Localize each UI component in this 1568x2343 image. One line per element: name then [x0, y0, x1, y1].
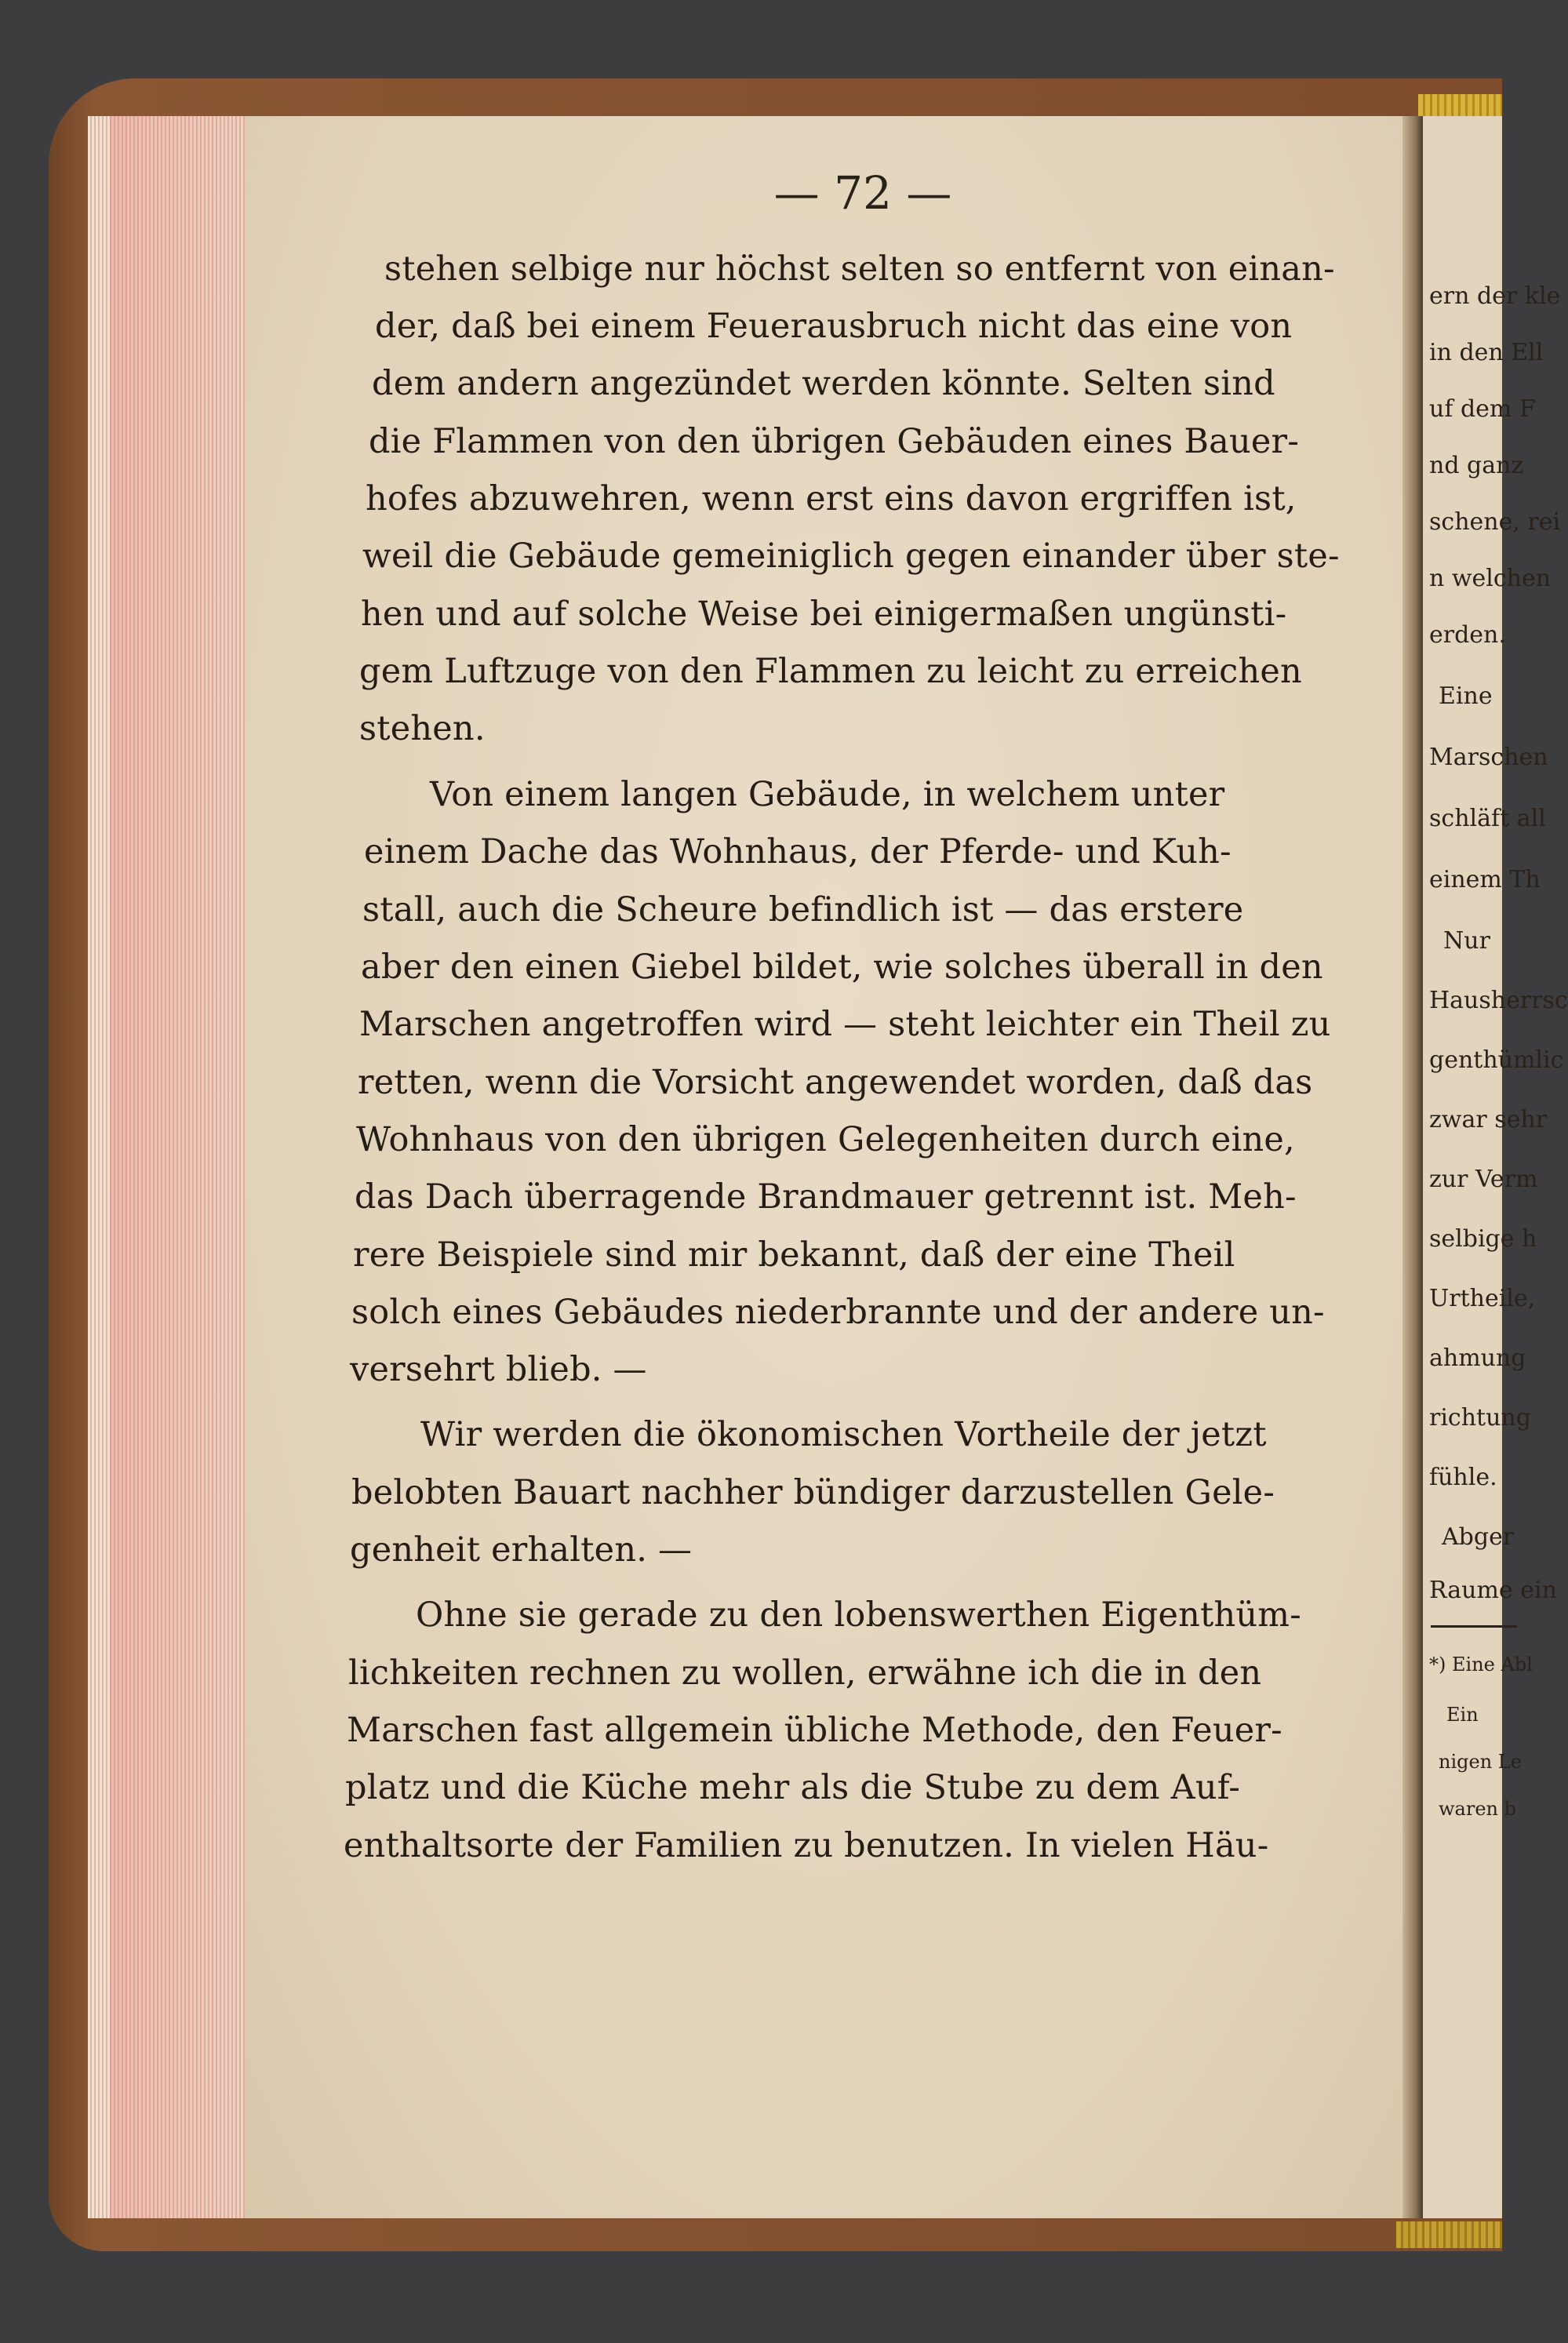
text-line: hen und auf solche Weise bei einigermaßen ungünsti-: [361, 595, 1287, 634]
text-line: Wir werden die ökonomischen Vortheile der jetzt: [420, 1415, 1267, 1454]
page-edge-shade: [110, 116, 245, 2218]
text-line: stehen.: [359, 709, 486, 748]
next-page-line: Eine: [1439, 682, 1493, 710]
text-line: dem andern angezündet werden könnte. Selten sind: [372, 364, 1275, 403]
next-page-footnote-line: *) Eine Abl: [1429, 1654, 1533, 1675]
next-page-line: ahmung: [1429, 1344, 1526, 1372]
book-page: [245, 116, 1412, 2218]
text-line: lichkeiten rechnen zu wollen, erwähne ich die in den: [348, 1654, 1262, 1693]
text-line: einem Dache das Wohnhaus, der Pferde- und Kuh-: [364, 832, 1231, 871]
text-line: die Flammen von den übrigen Gebäuden eines Bauer-: [369, 422, 1300, 461]
next-page-footnote-line: nigen Le: [1439, 1751, 1522, 1773]
text-line: der, daß bei einem Feuerausbruch nicht das eine von: [375, 307, 1293, 346]
text-line: stehen selbige nur höchst selten so entfernt von einan-: [384, 249, 1335, 289]
page-number: — 72 —: [773, 166, 952, 220]
next-page-line: fühle.: [1429, 1464, 1497, 1491]
next-page-line: Nur: [1443, 927, 1490, 955]
next-page-line: genthümlic: [1429, 1046, 1564, 1074]
text-line: Von einem langen Gebäude, in welchem unter: [430, 775, 1225, 814]
next-page-footnote-line: Ein: [1446, 1704, 1479, 1726]
text-line: retten, wenn die Vorsicht angewendet worden, daß das: [358, 1063, 1313, 1102]
text-line: Marschen angetroffen wird — steht leichter ein Theil zu: [359, 1005, 1331, 1044]
text-line: hofes abzuwehren, wenn erst eins davon ergriffen ist,: [366, 479, 1297, 518]
next-page-line: Abger: [1442, 1523, 1515, 1551]
next-page-line: Marschen: [1429, 744, 1548, 771]
next-page-line: zwar sehr: [1429, 1106, 1548, 1133]
next-page-line: schene, rei: [1429, 508, 1561, 536]
text-line: Wohnhaus von den übrigen Gelegenheiten durch eine,: [356, 1120, 1295, 1159]
next-page-footnote-line: waren b: [1439, 1798, 1516, 1820]
text-line: rere Beispiele sind mir bekannt, daß der eine Theil: [353, 1235, 1235, 1275]
text-line: stall, auch die Scheure befindlich ist — das erstere: [362, 890, 1244, 930]
next-page-line: Hausherrsc: [1429, 987, 1568, 1014]
next-page-line: Raume ein: [1429, 1577, 1557, 1604]
next-page-line: richtung: [1429, 1404, 1531, 1432]
next-page-line: uf dem F: [1429, 395, 1536, 423]
next-page-line: in den Ell: [1429, 339, 1544, 366]
text-line: Marschen fast allgemein übliche Methode, den Feuer-: [347, 1711, 1282, 1750]
text-line: gem Luftzuge von den Flammen zu leicht zu erreichen: [359, 652, 1302, 691]
text-line: belobten Bauart nachher bündiger darzustellen Gele-: [351, 1473, 1275, 1512]
next-page-line: schläft all: [1429, 805, 1546, 832]
text-line: enthaltsorte der Familien zu benutzen. In vielen Häu-: [344, 1826, 1269, 1865]
next-page-line: n welchen: [1429, 565, 1552, 592]
next-page-line: Urtheile,: [1429, 1285, 1536, 1312]
text-line: versehrt blieb. —: [350, 1350, 647, 1389]
next-page-line: zur Verm: [1429, 1166, 1538, 1193]
next-page-line: selbige h: [1429, 1225, 1537, 1253]
text-line: solch eines Gebäudes niederbrannte und der andere un-: [351, 1293, 1325, 1332]
text-line: das Dach überragende Brandmauer getrennt ist. Meh-: [355, 1177, 1297, 1217]
next-page-line: einem Th: [1429, 866, 1541, 893]
text-line: weil die Gebäude gemeiniglich gegen einander über ste-: [362, 537, 1340, 576]
next-page-line: ern der kle: [1429, 282, 1561, 310]
text-line: aber den einen Giebel bildet, wie solches überall in den: [361, 948, 1323, 987]
text-line: genheit erhalten. —: [350, 1530, 693, 1570]
next-page-line: nd ganz: [1429, 452, 1524, 479]
ribbon-bookmark-bottom: [1396, 2221, 1502, 2248]
page-gutter: [1402, 116, 1423, 2218]
next-page-fragment: [1423, 116, 1568, 2218]
text-line: platz und die Küche mehr als die Stube zu dem Auf-: [345, 1768, 1241, 1807]
text-line: Ohne sie gerade zu den lobenswerthen Eigenthüm-: [416, 1595, 1301, 1635]
footnote-rule: [1431, 1625, 1517, 1628]
next-page-line: erden.: [1429, 621, 1506, 649]
